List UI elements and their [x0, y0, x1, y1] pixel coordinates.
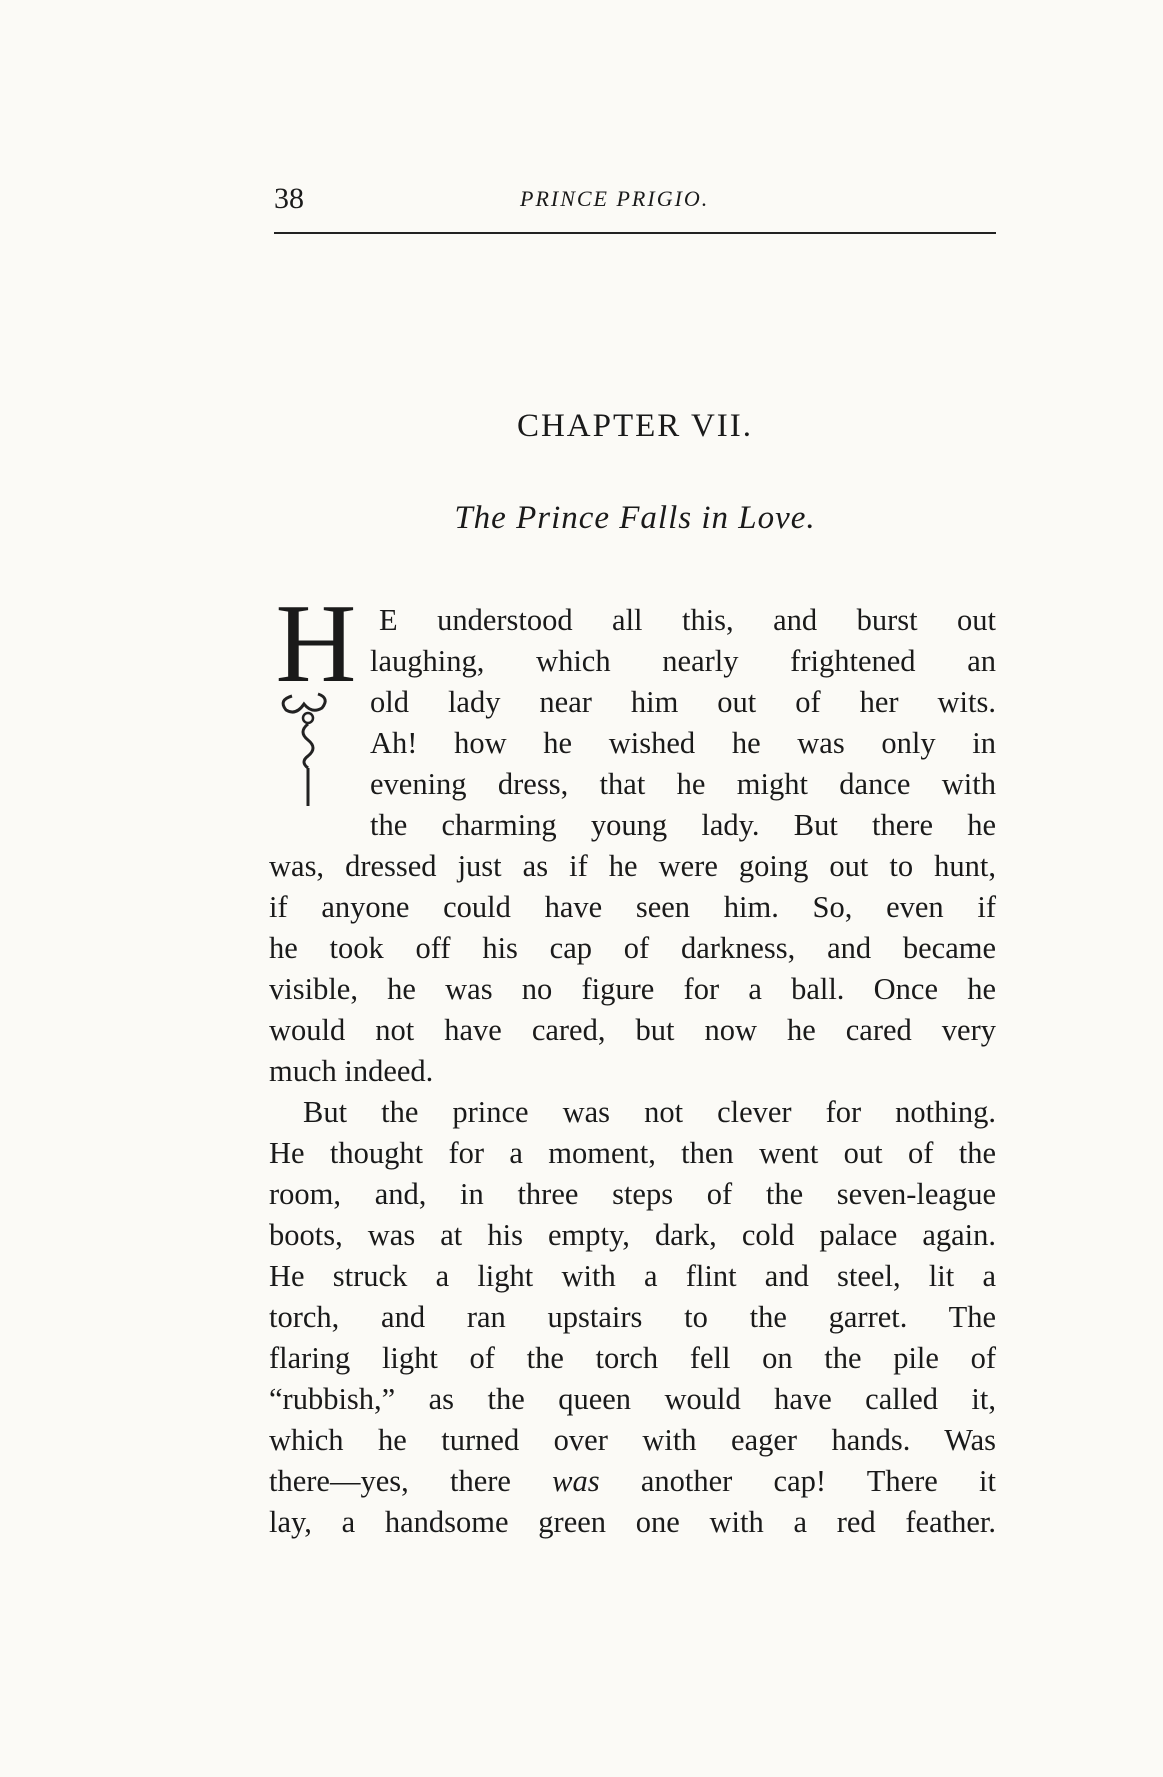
text-line: he took off his cap of darkness, and became [269, 931, 996, 965]
text-line: room, and, in three steps of the seven-league [269, 1177, 996, 1211]
italic-word: was [552, 1464, 600, 1498]
body-text [269, 600, 996, 1543]
text-line: E understood all this, and burst out [379, 603, 996, 637]
text-line: old lady near him out of her wits. [370, 685, 996, 719]
chapter-subtitle: The Prince Falls in Love. [454, 500, 816, 536]
text-line: boots, was at his empty, dark, cold palace again. [269, 1218, 996, 1252]
page-number: 38 [274, 182, 304, 215]
text-line: flaring light of the torch fell on the pile of [269, 1341, 996, 1375]
text-line [269, 1461, 996, 1502]
text-line: Ah! how he wished he was only in [370, 726, 996, 760]
text-line: if anyone could have seen him. So, even if [269, 890, 996, 924]
text-line: “rubbish,” as the queen would have called it, [269, 1382, 996, 1416]
text-line: He struck a light with a flint and steel, lit a [269, 1259, 996, 1293]
text-line: torch, and ran upstairs to the garret. The [269, 1300, 996, 1334]
page-header [274, 182, 996, 222]
text-line: evening dress, that he might dance with [370, 767, 996, 801]
running-title: PRINCE PRIGIO. [520, 186, 710, 211]
text-line: was, dressed just as if he were going out to hunt, [269, 849, 996, 883]
text-line: He thought for a moment, then went out of the [269, 1136, 996, 1170]
text-line: would not have cared, but now he cared very [269, 1013, 996, 1047]
text-line: much indeed. [269, 1054, 434, 1088]
text-fragment: there—yes, there [269, 1464, 511, 1498]
text-line: lay, a handsome green one with a red feather. [269, 1505, 996, 1539]
text-line: visible, he was no figure for a ball. Once he [269, 972, 996, 1006]
header-rule [274, 232, 996, 234]
chapter-heading: CHAPTER VII. [516, 408, 754, 444]
text-line: laughing, which nearly frightened an [370, 644, 996, 678]
text-line: which he turned over with eager hands. Was [269, 1423, 996, 1457]
text-fragment: another cap! There it [640, 1464, 996, 1498]
text-line: the charming young lady. But there he [370, 808, 996, 842]
drop-cap-letter: H [275, 582, 357, 706]
text-line: But the prince was not clever for nothing. [303, 1095, 996, 1129]
